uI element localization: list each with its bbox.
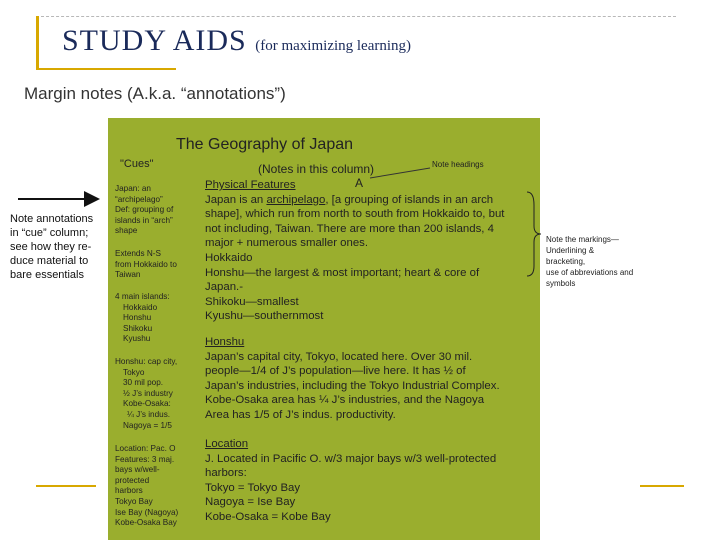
notes-line: Japan’s capital city, Tokyo, located here. Over 30 mil. bbox=[205, 350, 473, 363]
notes-line: Area has 1/5 of J’s indus. productivity. bbox=[205, 408, 396, 421]
cue-line: Kyushu bbox=[123, 334, 151, 344]
side-note-line: use of abbreviations and bbox=[546, 268, 634, 277]
note-headings-label: Note headings bbox=[432, 160, 484, 169]
side-note-line: duce material to bbox=[10, 255, 89, 267]
cue-line: Shikoku bbox=[123, 323, 153, 333]
side-note-line: see how they re- bbox=[10, 241, 92, 253]
notes-heading: Honshu bbox=[205, 336, 245, 348]
notes-line: shape], which run from north to south from Hokkaido to, but bbox=[205, 208, 505, 221]
side-note-line: bare essentials bbox=[10, 269, 84, 281]
cue-line: harbors bbox=[115, 486, 143, 496]
cue-line: ¼ J’s indus. bbox=[127, 409, 171, 419]
right-brace-icon bbox=[527, 192, 541, 276]
notes-column-heading: (Notes in this column) bbox=[258, 162, 375, 176]
notes-text: Japan is an bbox=[205, 193, 267, 206]
cue-line: bays w/well- bbox=[115, 465, 160, 475]
cue-line: Tokyo Bay bbox=[115, 496, 153, 506]
cue-line: Nagoya = 1/5 bbox=[123, 420, 172, 430]
cue-line: Def: grouping of bbox=[115, 205, 174, 215]
notes-line: Japan’s industries, including the Tokyo Industrial Complex. bbox=[205, 379, 500, 392]
notes-line: Kobe-Osaka = Kobe Bay bbox=[205, 510, 331, 523]
cue-line: Kobe-Osaka: bbox=[123, 399, 171, 409]
notes-line: Shikoku—smallest bbox=[205, 295, 299, 308]
notes-term: archipelago bbox=[266, 193, 326, 206]
cue-line: Honshu: cap city, bbox=[115, 357, 178, 366]
notes-line: Kobe-Osaka area has ¼ J’s industries, and the Nagoya bbox=[205, 394, 485, 407]
cue-line: Hokkaido bbox=[123, 302, 158, 312]
notes-line: Nagoya = Ise Bay bbox=[205, 496, 296, 509]
notes-line: harbors: bbox=[205, 467, 247, 480]
notes-line: not including, Taiwan. There are more than 200 islands, 4 bbox=[205, 222, 494, 235]
side-note-line: in “cue” column; bbox=[10, 227, 89, 239]
cue-line: 4 main islands: bbox=[115, 292, 170, 301]
note-headings-pointer bbox=[370, 168, 430, 178]
cue-line: islands in “arch” bbox=[115, 215, 173, 225]
cue-line: Features: 3 maj. bbox=[115, 454, 175, 464]
cue-line: Honshu bbox=[123, 313, 152, 323]
cue-line: Extends N-S bbox=[115, 249, 161, 258]
cue-line: Taiwan bbox=[115, 270, 141, 280]
notes-line: Kyushu—southernmost bbox=[205, 310, 324, 323]
side-note-line: Note the markings— bbox=[546, 235, 619, 244]
panel-title: The Geography of Japan bbox=[176, 136, 354, 153]
notes-line: Honshu—the largest & most important; heart & core of bbox=[205, 266, 480, 279]
side-note-line: Underlining & bbox=[546, 246, 595, 255]
cue-line: Japan: an bbox=[115, 184, 151, 193]
notes-text: , [a grouping of islands in an arch bbox=[325, 193, 494, 206]
cue-line: Location: Pac. O bbox=[115, 444, 176, 453]
notes-line: J. Located in Pacific O. w/3 major bays w/3 well-protected bbox=[205, 452, 497, 465]
cues-heading: "Cues" bbox=[120, 158, 154, 170]
side-note-line: bracketing, bbox=[546, 257, 586, 266]
cue-line: Kobe-Osaka Bay bbox=[115, 518, 177, 528]
cue-line: 30 mil pop. bbox=[123, 378, 164, 388]
notes-line: Tokyo = Tokyo Bay bbox=[205, 481, 301, 494]
notes-line: people—1/4 of J’s population—live here. It has ½ of bbox=[205, 365, 466, 378]
notes-line: Hokkaido bbox=[205, 251, 253, 264]
cue-line: Tokyo bbox=[123, 367, 145, 377]
cue-line: ½ J’s industry bbox=[123, 388, 173, 398]
side-note-line: symbols bbox=[546, 279, 576, 288]
notes-heading: Location bbox=[205, 438, 249, 450]
side-note-line: Note annotations bbox=[10, 213, 94, 225]
cue-line: from Hokkaido to bbox=[115, 259, 177, 269]
notes-line: major + numerous smaller ones. bbox=[205, 237, 369, 250]
cue-line: protected bbox=[115, 475, 150, 485]
notes-line: Japan.- bbox=[205, 281, 243, 294]
cue-line: “archipelago” bbox=[115, 194, 163, 204]
slide-title-text: STUDY AIDS bbox=[62, 24, 247, 57]
notes-heading: Physical Features bbox=[205, 179, 296, 191]
annotation-letter: A bbox=[355, 176, 364, 190]
section-heading: Margin notes (A.k.a. “annotations”) bbox=[24, 84, 286, 103]
cue-line: shape bbox=[115, 226, 138, 236]
slide-subtitle: (for maximizing learning) bbox=[255, 38, 412, 54]
cue-line: Ise Bay (Nagoya) bbox=[115, 507, 179, 517]
